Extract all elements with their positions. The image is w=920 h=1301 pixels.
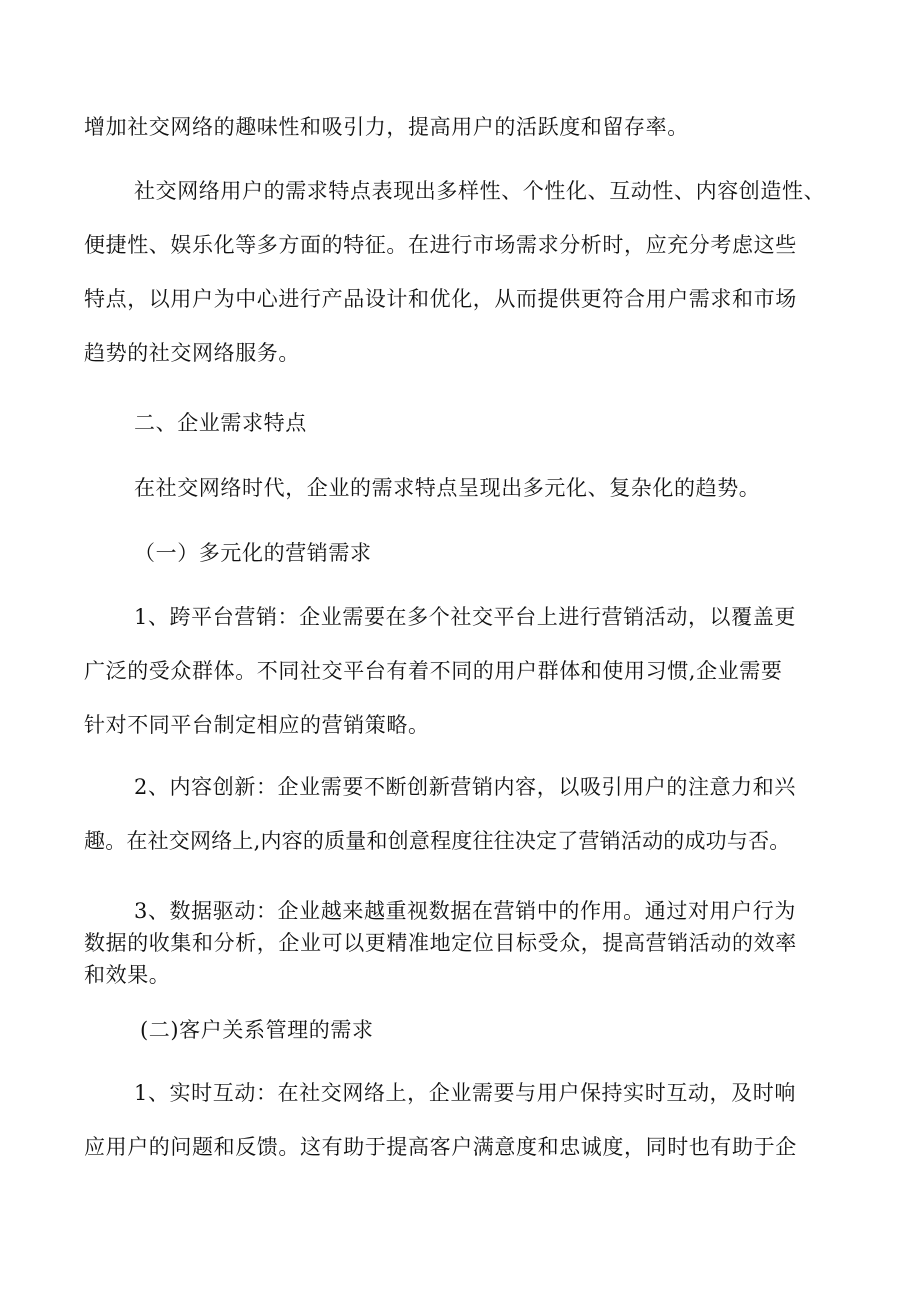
section-heading: 二、企业需求特点: [134, 411, 307, 435]
list-item-line: 广泛的受众群体。不同社交平台有着不同的用户群体和使用习惯,企业需要: [84, 659, 783, 683]
list-item-line: 和效果。: [84, 963, 171, 987]
list-item-line: 针对不同平台制定相应的营销策略。: [84, 713, 430, 737]
subsection-heading: (二)客户关系管理的需求: [140, 1018, 374, 1042]
list-item-line: 3、数据驱动：企业越来越重视数据在营销中的作用。通过对用户行为: [134, 899, 796, 923]
list-item-line: 2、内容创新：企业需要不断创新营销内容，以吸引用户的注意力和兴: [134, 775, 796, 799]
paragraph-line: 社交网络用户的需求特点表现出多样性、个性化、互动性、内容创造性、: [134, 179, 826, 203]
list-item-line: 应用户的问题和反馈。这有助于提高客户满意度和忠诚度，同时也有助于企: [84, 1135, 797, 1159]
section-intro: 在社交网络时代，企业的需求特点呈现出多元化、复杂化的趋势。: [134, 476, 761, 500]
subsection-heading: （一）多元化的营销需求: [134, 541, 372, 565]
paragraph-line: 特点，以用户为中心进行产品设计和优化，从而提供更符合用户需求和市场: [84, 287, 797, 311]
paragraph-line: 增加社交网络的趣味性和吸引力，提高用户的活跃度和留存率。: [84, 115, 689, 139]
paragraph-line: 便捷性、娱乐化等多方面的特征。在进行市场需求分析时，应充分考虑这些: [84, 233, 797, 257]
list-item-line: 1、实时互动：在社交网络上，企业需要与用户保持实时互动，及时响: [134, 1081, 796, 1105]
list-item-line: 数据的收集和分析，企业可以更精准地定位目标受众，提高营销活动的效率: [84, 931, 797, 955]
list-item-line: 1、跨平台营销：企业需要在多个社交平台上进行营销活动，以覆盖更: [134, 605, 796, 629]
paragraph-line: 趋势的社交网络服务。: [84, 341, 300, 365]
list-item-line: 趣。在社交网络上,内容的质量和创意程度往往决定了营销活动的成功与否。: [84, 829, 791, 853]
